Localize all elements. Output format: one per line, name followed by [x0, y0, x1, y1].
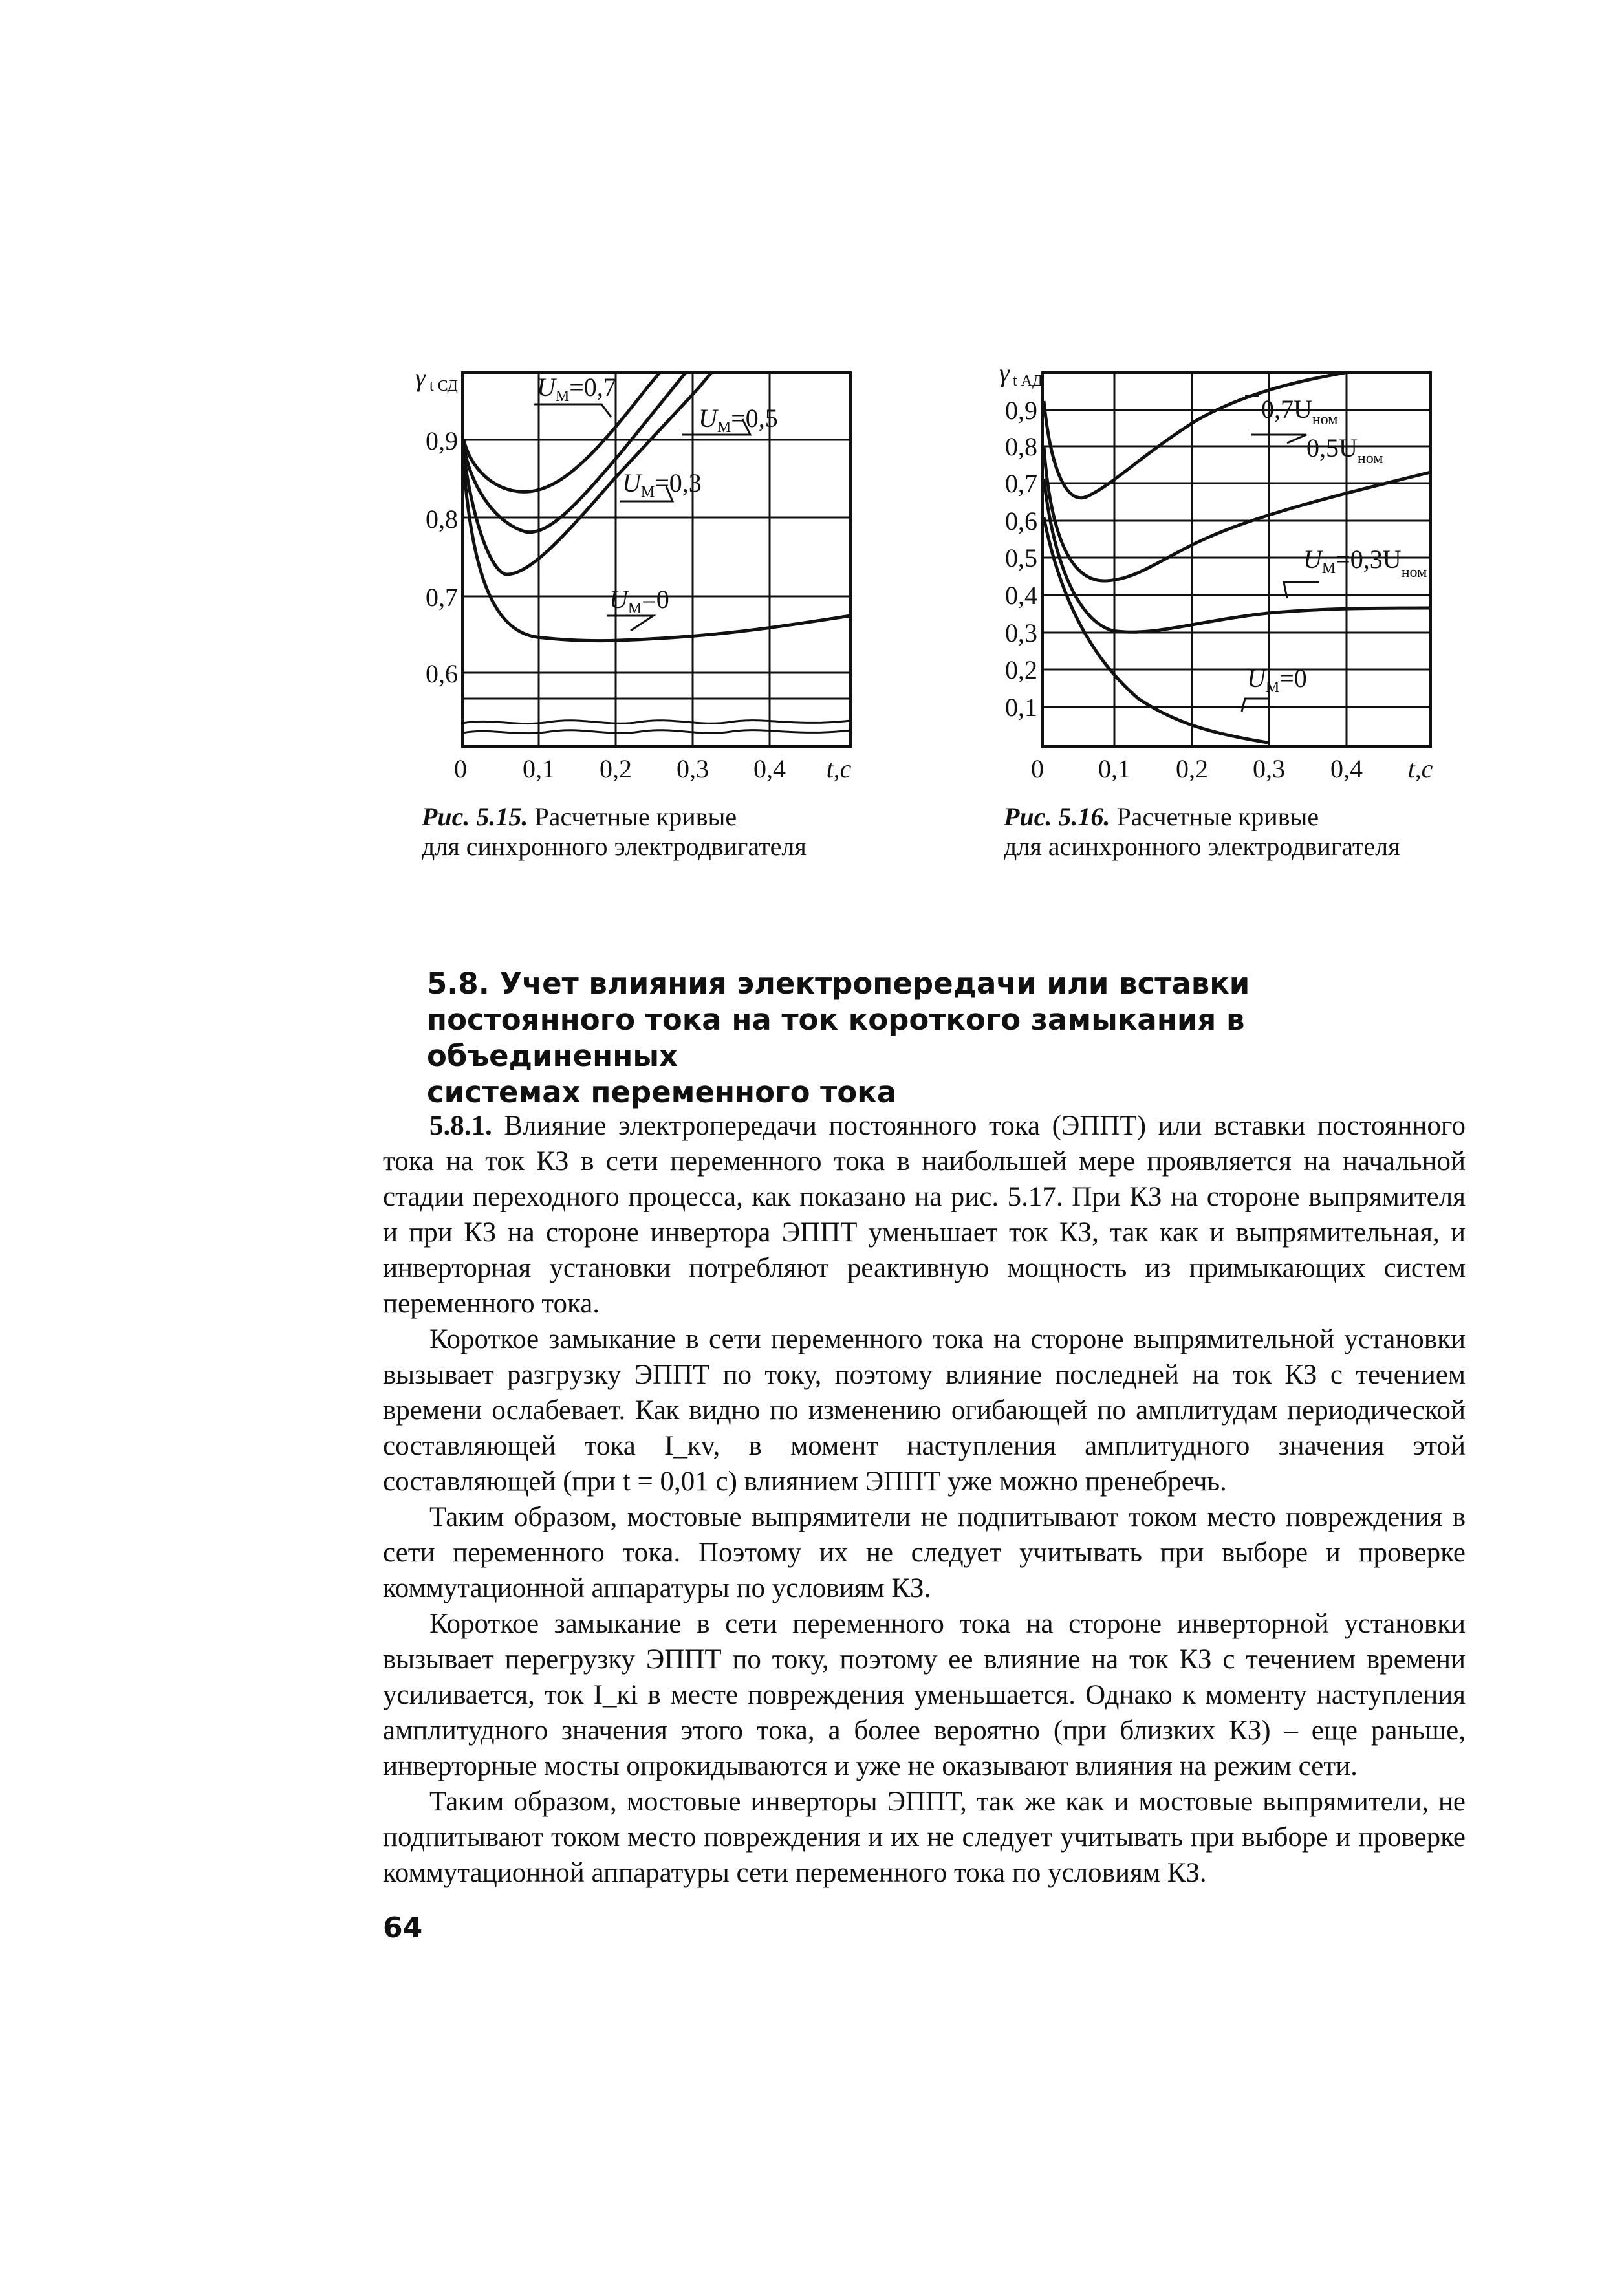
svg-text:0,5: 0,5: [1005, 543, 1037, 572]
svg-text:0,1: 0,1: [1098, 754, 1131, 783]
svg-text:0,8: 0,8: [1005, 432, 1037, 461]
svg-text:0,7: 0,7: [426, 583, 458, 612]
page-number: 64: [383, 1911, 423, 1944]
svg-text:0,6: 0,6: [1005, 506, 1037, 536]
svg-text:0,2: 0,2: [1176, 754, 1208, 783]
svg-text:t АД: t АД: [1013, 373, 1043, 389]
caption-line: для синхронного электродвигателя: [422, 832, 807, 861]
fig16-x-ticks: [1031, 754, 1433, 783]
paragraph-text: Влияние электропередачи постоянного тока (ЭППТ) или вставки постоянного тока на ток КЗ в сети переменного тока в наибольшей мере проявляется на начальной стадии переходного процесса, как показано на рис. 5.17. При КЗ на стороне выпрямителя и при КЗ на стороне инвертора ЭППТ уменьшает ток КЗ, так как и выпрямительная, и инверторная установки потребляют реактивную мощность из примыкающих систем переменного тока.: [383, 1111, 1466, 1319]
heading-line: 5.8. Учет влияния электропередачи или вставки: [427, 966, 1250, 1001]
fig15-grid: [462, 373, 850, 746]
svg-text:0,2: 0,2: [600, 754, 632, 783]
svg-text:0,4: 0,4: [1330, 754, 1363, 783]
caption-number: Рис. 5.16.: [1004, 802, 1110, 831]
figure-5-16: [977, 359, 1468, 825]
caption-number: Рис. 5.15.: [422, 802, 528, 831]
svg-text:0: 0: [454, 754, 467, 783]
fig15-y-ticks: [426, 426, 458, 688]
fig16-y-ticks: [1005, 396, 1037, 722]
svg-text:UМ=0,5: $U_М=0,5$: [698, 404, 778, 436]
svg-text:0,3: 0,3: [1005, 618, 1037, 647]
svg-text:0,3: 0,3: [1253, 754, 1285, 783]
svg-text:γ: γ: [415, 363, 426, 392]
svg-text:UМ=0,7: $U_М=0,7$: [537, 373, 616, 405]
svg-text:0,4: 0,4: [1005, 581, 1037, 610]
svg-text:0,5Uном: $0,5U_{ном}$: [1306, 433, 1383, 467]
svg-text:0,8: 0,8: [426, 505, 458, 534]
svg-text:UМ=0: $U_М=0$: [609, 585, 669, 617]
svg-text:UМ=0: $U_М=0$: [1247, 664, 1307, 696]
fig15-y-label: [415, 363, 458, 395]
figure-5-16-caption: [1004, 802, 1400, 862]
caption-line: Расчетные кривые: [534, 802, 737, 831]
fig15-x-ticks: [454, 754, 852, 783]
heading-line: системах переменного тока: [427, 1075, 897, 1109]
section-heading: [427, 966, 1449, 1111]
svg-text:γ: γ: [999, 358, 1010, 387]
svg-text:UМ=0,3Uном: $U_М=0,3U_{ном}$: [1303, 545, 1427, 581]
svg-text:0,1: 0,1: [1005, 693, 1037, 722]
paragraph: Таким образом, мостовые выпрямители не подпитывают током место повреждения в сети переменного тока. Поэтому их не следует учитывать при выборе и проверке коммутационной аппаратуры по условиям КЗ.: [383, 1502, 1466, 1603]
paragraph: Короткое замыкание в сети переменного тока на стороне выпрямительной установки вызывает разгрузку ЭППТ по току, поэтому влияние последней на ток КЗ с течением времени ослабевает. Как видно по изменению огибающей по амплитудам периодической составляющей тока I_кv, в момент наступления амплитудного значения этой составляющей (при t = 0,01 с) влиянием ЭППТ уже можно пренебречь.: [383, 1324, 1466, 1497]
svg-text:0: 0: [1031, 754, 1044, 783]
fig16-curve-labels: [1247, 395, 1427, 696]
svg-text:0,7: 0,7: [1005, 469, 1037, 498]
svg-text:0,7Uном: $0,7U_{ном}$: [1261, 395, 1338, 428]
svg-text:0,9: 0,9: [426, 426, 458, 455]
svg-text:0,9: 0,9: [1005, 396, 1037, 425]
svg-text:0,1: 0,1: [523, 754, 555, 783]
clause-number: 5.8.1.: [429, 1111, 492, 1141]
caption-line: для асинхронного электродвигателя: [1004, 832, 1400, 861]
svg-text:0,2: 0,2: [1005, 655, 1037, 684]
paragraph: Таким образом, мостовые инверторы ЭППТ, так же как и мостовые выпрямители, не подпитывают током место повреждения и их не следует учитывать при выборе и проверке коммутационной аппаратуры сети переменного тока по условиям КЗ.: [383, 1787, 1466, 1888]
body-text: [383, 1108, 1466, 1891]
svg-text:t СД: t СД: [429, 378, 458, 395]
svg-text:0,4: 0,4: [753, 754, 786, 783]
heading-line: постоянного тока на ток короткого замыкания в объединенных: [427, 1003, 1245, 1073]
svg-text:t,c: t,c: [1407, 754, 1433, 783]
svg-text:0,3: 0,3: [677, 754, 709, 783]
paragraph: [383, 1108, 1466, 1321]
fig16-y-label: [999, 358, 1043, 389]
figure-5-15-caption: [422, 802, 807, 862]
svg-text:t,c: t,c: [826, 754, 852, 783]
paragraph: Короткое замыкание в сети переменного тока на стороне инверторной установки вызывает перегрузку ЭППТ по току, поэтому ее влияние на ток КЗ с течением времени усиливается, ток I_кi в месте повреждения уменьшается. Однако к моменту наступления амплитудного значения этого тока, а более вероятно (при близких КЗ) – еще раньше, инверторные мосты опрокидываются и уже не оказывают влияния на режим сети.: [383, 1609, 1466, 1781]
svg-text:UМ=0,3: $U_М=0,3$: [622, 468, 702, 501]
svg-text:0,6: 0,6: [426, 659, 458, 688]
caption-line: Расчетные кривые: [1116, 802, 1319, 831]
figure-5-15: [388, 359, 880, 825]
